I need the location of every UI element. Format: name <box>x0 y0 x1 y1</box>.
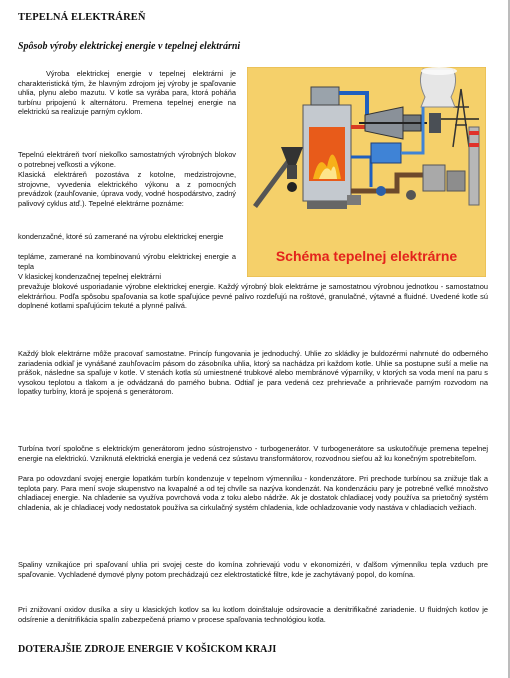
paragraph-turbine <box>18 444 488 463</box>
list-item-kondenzacne <box>18 232 236 242</box>
section-subtitle: Spôsob výroby elektrickej energie v tepelnej elektrárni <box>18 41 241 52</box>
diagram-caption: Schéma tepelnej elektrárne <box>275 248 458 264</box>
paragraph-intro <box>18 69 236 117</box>
paragraph-condensation-text: Para po odovzdaní svojej energie lopatkám turbín kondenzuje v tepelnom výmenníku - kondenzátore. Pri prechode turbínou sa znižuje tlak a teplota pary. Para mení svoje skupenstvo na kvapalné a od tej chvíle sa nazýva kondenzát. Na kondenzáciu pary je potrebné veľké množstvo chladiacej energie. Na chladenie sa využíva povrchová voda z toku alebo nádrže. Ak je dostatok chladiacej vody používa sa prietočný systém chladenia, ak je chladiacej vody nedostatok používa sa cirkulačný systém chladenia, kde ochladzovanie vody nastáva v chladiacich vežiach. <box>18 474 488 512</box>
section-heading-kosice: DOTERAJŠIE ZDROJE ENERGIE V KOŠICKOM KRAJI <box>18 644 277 655</box>
paragraph-operation <box>18 349 488 397</box>
paragraph-classic <box>18 282 488 311</box>
transformer <box>429 113 441 133</box>
paragraph-components <box>18 170 236 208</box>
list-item-teplarne-text: tepláme, zamerané na kombinovanú výrobu elektrickej energie a tepla <box>18 252 236 271</box>
feed-pump <box>376 186 386 196</box>
list-item-teplarne <box>18 252 236 271</box>
electrostatic-filter <box>423 165 445 191</box>
paragraph-operation-text: Každý blok elektrárne môže pracovať samostatne. Princíp fungovania je jednoduchý. Uhlie zo skládky je buldozérmi nahrnuté do odberného zariadenia odkiaľ je vynášané zauhľovacím pásom do zásobníka uhlia, ktorý sa nachádza pri každom kotle. Uhlie sa postupne suší a melie na prášok, následne sa spaľuje v kotle. V stenách kotla sú umiestnené trubkové alebo membránové výparníky, v ktorých sa voda mení na paru s vysokou teplotou a tlakom a je odvádzaná do parného bubna. Odtiaľ je para vedená cez prehrievače a prihrievače parným rozvodom na lopatky turbíny, ktorá je spojená s generátorom. <box>18 349 488 397</box>
paragraph-classic-intro <box>18 272 236 282</box>
paragraph-turbine-text: Turbína tvorí spoločne s elektrickým generátorom jedno sústrojenstvo - turbogenerátor. V turbogenerátore sa uskutočňuje premena tepelnej energie na elektrickú. Vzniknutá elektrická energia je vedená cez sústavu transformátorov, rozvodnou sieťou až ku konečným spotrebiteľom. <box>18 444 488 463</box>
paragraph-components-text: Klasická elektráreň pozostáva z kotolne, medzistrojovne, strojovne, vyvedenia elektrického výkonu a z pomocných prevádzok (zauhľovanie, úprava vody, vodné hospodárstvo, zadný palivový cyklus atď.). Tepelné elektrárne poznáme: <box>18 170 236 208</box>
paragraph-blocks-text: Tepelnú elektráreň tvorí niekoľko samostatných výrobných blokov o potrebnej veľkosti a výkone. <box>18 150 236 169</box>
power-plant-diagram <box>247 67 486 277</box>
desulfurization-unit <box>447 171 465 191</box>
page-title: TEPELNÁ ELEKTRÁREŇ <box>18 12 146 23</box>
coal-mill <box>287 182 297 192</box>
paragraph-intro-text: Výroba elektrickej energie v tepelnej elektrárni je charakteristická tým, že hlavným zdrojom jej výroby je spaľovanie uhlia, plynu alebo mazutu. V kotle sa vyrába para, ktorá poháňa turbínu pripojenú k alternátoru. Premena tepelnej energie na elektrickú sa realizuje parným cyklom. <box>18 69 236 117</box>
paragraph-blocks <box>18 150 236 169</box>
paragraph-classic-intro-text: V klasickej kondenzačnej tepelnej elektrárni <box>18 272 161 281</box>
paragraph-classic-text: prevažuje blokové usporiadanie výrobne elektrickej energie. Každý výrobný blok elektrárne je samostatnou výrobnou jednotkou - samostatnou elektrárňou. Podľa spôsobu spaľovania sa kotle spaľujúce pevné palivo rozdeľujú na roštové, granulačné, výtavné a fluidné. Uvedené kotle sú doplnené kotlami spaľujúcim tekuté a plynné palivá. <box>18 282 488 311</box>
paragraph-desulfurization <box>18 605 488 624</box>
paragraph-flue-gas <box>18 560 488 579</box>
paragraph-flue-gas-text: Spaliny vznikajúce pri spaľovaní uhlia pri svojej ceste do komína zohrievajú vodu v ekonomizéri, v ďalšom výmenníku tepla vzduch pre spaľovanie. Vychladené dymové plyny potom prechádzajú cez elektrostatické filtre, kde je zachytávaný popol, do komína. <box>18 560 488 579</box>
list-item-kondenzacne-text: kondenzačné, ktoré sú zamerané na výrobu elektrickej energie <box>18 232 224 241</box>
condenser <box>371 143 401 163</box>
fan <box>406 190 416 200</box>
chimney <box>469 127 479 205</box>
paragraph-condensation <box>18 474 488 512</box>
paragraph-desulfurization-text: Pri znižovaní oxidov dusíka a síry u klasických kotlov sa ku kotlom doinštaluje odsirovacie a denitrifikačné zariadenie. U fluidných kotlov je odsírenie a denitrifikácia spalín zabezpečená priamo v procese spaľovania technológiou kotla. <box>18 605 488 624</box>
steam-drum <box>311 87 339 105</box>
